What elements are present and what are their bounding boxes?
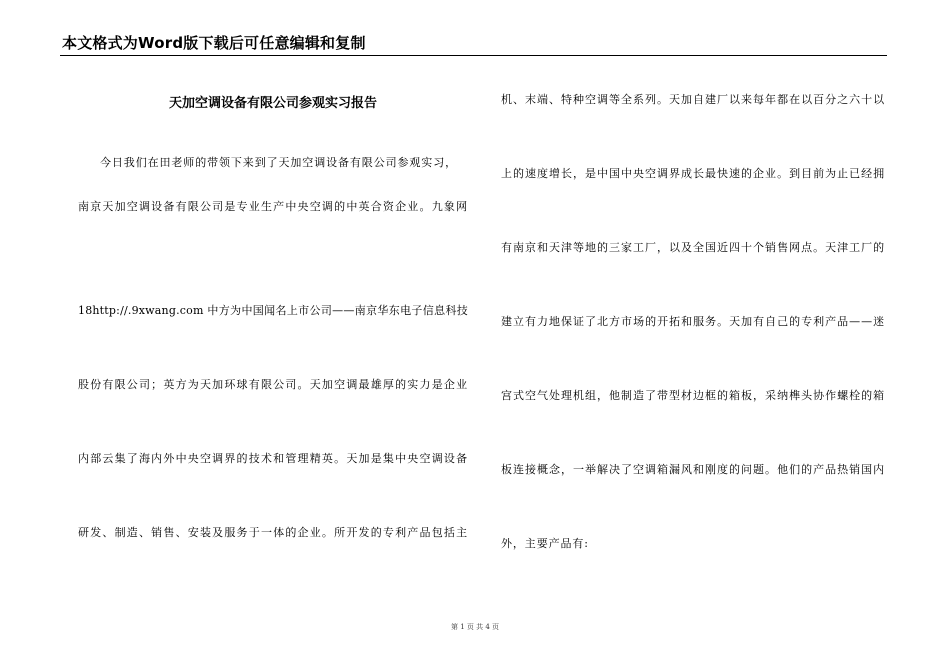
paragraph-line: 18http://.9xwang.com 中方为中国闻名上市公司——南京华东电子信息科技 (78, 304, 468, 317)
paragraph-line: 板连接概念，一举解决了空调箱漏风和刚度的问题。他们的产品热销国内 (501, 463, 885, 476)
document-title: 天加空调设备有限公司参观实习报告 (168, 96, 377, 111)
paragraph-line: 股份有限公司；英方为天加环球有限公司。天加空调最雄厚的实力是企业 (78, 378, 468, 391)
paragraph-line: 上的速度增长，是中国中央空调界成长最快速的企业。到目前为止已经拥 (501, 167, 885, 180)
paragraph-line: 有南京和天津等地的三家工厂，以及全国近四十个销售网点。天津工厂的 (501, 241, 885, 254)
document-banner: 本文格式为Word版下载后可任意编辑和复制 (62, 34, 366, 52)
paragraph-line: 内部云集了海内外中央空调界的技术和管理精英。天加是集中央空调设备 (78, 452, 468, 465)
paragraph-line: 今日我们在田老师的带领下来到了天加空调设备有限公司参观实习， (100, 156, 457, 169)
paragraph-line: 建立有力地保证了北方市场的开拓和服务。天加有自己的专利产品——迷 (501, 315, 885, 328)
header-divider (60, 55, 887, 56)
paragraph-line: 南京天加空调设备有限公司是专业生产中央空调的中英合资企业。九象网 (78, 200, 468, 213)
paragraph-line: 外，主要产品有: (501, 537, 589, 550)
paragraph-line: 机、末端、特种空调等全系列。天加自建厂以来每年都在以百分之六十以 (501, 93, 885, 106)
page-number: 第 1 页 共 4 页 (450, 623, 500, 631)
paragraph-line: 研发、制造、销售、安装及服务于一体的企业。所开发的专利产品包括主 (78, 526, 468, 539)
paragraph-line: 宫式空气处理机组，他制造了带型材边框的箱板，采纳榫头协作螺栓的箱 (501, 389, 885, 402)
